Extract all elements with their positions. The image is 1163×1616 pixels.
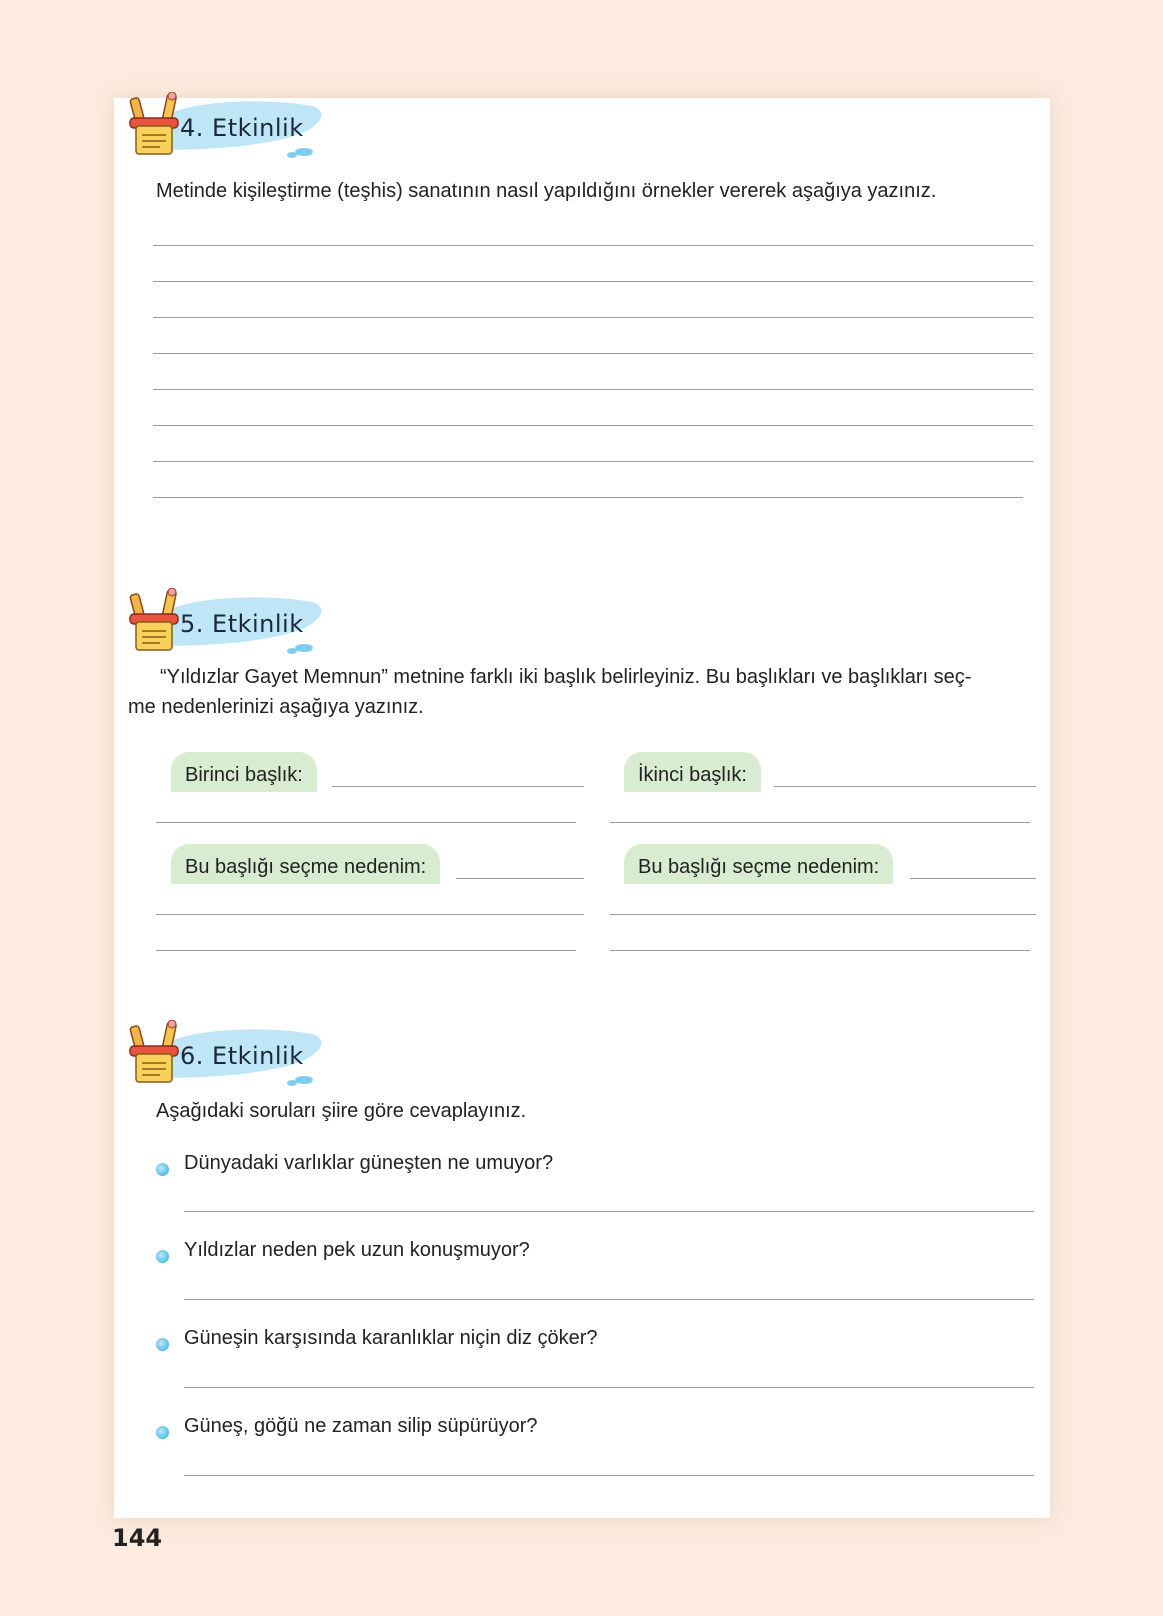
- bullet-icon: [156, 1338, 169, 1351]
- answer-line[interactable]: [153, 497, 1023, 498]
- answer-line[interactable]: [610, 950, 1030, 951]
- answer-line[interactable]: [156, 950, 576, 951]
- activity-4-title: 4. Etkinlik: [180, 114, 304, 142]
- activity-6-instruction: Aşağıdaki soruları şiire göre cevaplayınız.: [156, 1100, 527, 1122]
- answer-line[interactable]: [153, 425, 1033, 426]
- question-text: Güneşin karşısında karanlıklar niçin diz çöker?: [184, 1327, 598, 1349]
- second-reason-input-line[interactable]: [910, 878, 1036, 879]
- activity-4-header: [128, 92, 328, 162]
- question-text: Dünyadaki varlıklar güneşten ne umuyor?: [184, 1152, 554, 1174]
- activity-5-title: 5. Etkinlik: [180, 610, 304, 638]
- answer-line[interactable]: [153, 281, 1033, 282]
- first-reason-label: Bu başlığı seçme nedenim:: [171, 844, 440, 884]
- second-title-label: İkinci başlık:: [624, 752, 761, 792]
- worksheet-page: [114, 98, 1050, 1518]
- question-text: Yıldızlar neden pek uzun konuşmuyor?: [184, 1239, 530, 1261]
- first-title-input-line[interactable]: [332, 786, 584, 787]
- answer-line[interactable]: [184, 1387, 1034, 1388]
- bullet-icon: [156, 1163, 169, 1176]
- page-number: 144: [112, 1524, 163, 1552]
- answer-line[interactable]: [153, 389, 1033, 390]
- activity-4-instruction: Metinde kişileştirme (teşhis) sanatının nasıl yapıldığını örnekler vererek aşağıya yazınız.: [156, 180, 937, 202]
- bullet-icon: [156, 1250, 169, 1263]
- answer-line[interactable]: [156, 914, 584, 915]
- answer-line[interactable]: [156, 822, 576, 823]
- answer-line[interactable]: [153, 245, 1033, 246]
- answer-line[interactable]: [184, 1475, 1034, 1476]
- answer-line[interactable]: [153, 461, 1033, 462]
- activity-6-header: [128, 1020, 328, 1090]
- first-title-label: Birinci başlık:: [171, 752, 317, 792]
- answer-line[interactable]: [184, 1299, 1034, 1300]
- activity-5-instruction-line2: me nedenlerinizi aşağıya yazınız.: [128, 696, 424, 718]
- activity-5-instruction-line1: “Yıldızlar Gayet Memnun” metnine farklı iki başlık belirleyiniz. Bu başlıkları ve başlıkları seç-: [160, 666, 972, 688]
- answer-line[interactable]: [610, 822, 1030, 823]
- activity-6-title: 6. Etkinlik: [180, 1042, 304, 1070]
- answer-line[interactable]: [610, 914, 1036, 915]
- answer-line[interactable]: [153, 353, 1033, 354]
- activity-5-header: [128, 588, 328, 658]
- first-reason-input-line[interactable]: [456, 878, 584, 879]
- question-text: Güneş, göğü ne zaman silip süpürüyor?: [184, 1415, 538, 1437]
- second-title-input-line[interactable]: [774, 786, 1036, 787]
- second-reason-label: Bu başlığı seçme nedenim:: [624, 844, 893, 884]
- answer-line[interactable]: [184, 1211, 1034, 1212]
- answer-line[interactable]: [153, 317, 1033, 318]
- bullet-icon: [156, 1426, 169, 1439]
